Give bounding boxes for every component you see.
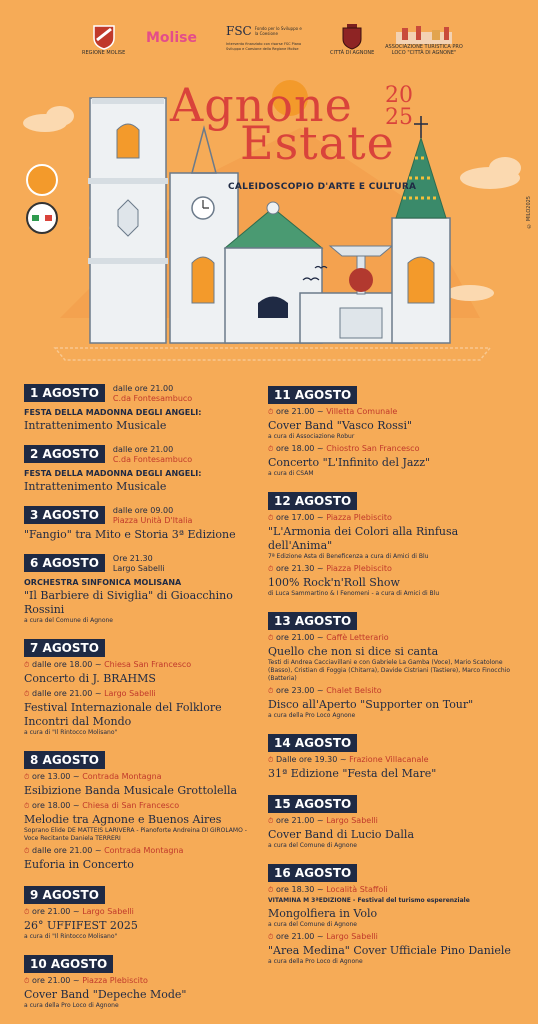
date-badge: 13 AGOSTO bbox=[268, 612, 357, 630]
date-badge: 12 AGOSTO bbox=[268, 492, 357, 510]
badge-icon bbox=[26, 164, 58, 196]
clock-icon: ⏱ bbox=[268, 445, 274, 453]
event-day bbox=[268, 862, 520, 966]
event-note: a cura della Pro Loco di Agnone bbox=[24, 1002, 119, 1009]
event-title: "Area Medina" Cover Ufficiale Pino Daniele bbox=[268, 944, 511, 957]
event-note: a cura del Comune di Agnone bbox=[268, 921, 357, 928]
date-badge: 2 AGOSTO bbox=[24, 445, 105, 463]
event-title: Concerto "L'Infinito del Jazz" bbox=[268, 456, 431, 469]
event-title: Intrattenimento Musicale bbox=[24, 419, 167, 432]
event-title: Melodie tra Agnone e Buenos Aires bbox=[24, 813, 222, 826]
molise-logo bbox=[146, 30, 197, 46]
title-estate: Estate bbox=[240, 116, 395, 170]
event-note: a cura del Comune di Agnone bbox=[24, 617, 113, 624]
event-place: Largo Sabelli bbox=[112, 564, 165, 573]
event-place: Largo Sabelli bbox=[82, 907, 134, 916]
event-label: FESTA DELLA MADONNA DEGLI ANGELI: bbox=[24, 408, 202, 417]
clock-icon: ⏱ bbox=[268, 514, 274, 522]
event-day bbox=[24, 953, 254, 1010]
event-day bbox=[24, 637, 254, 737]
event-title: 31ª Edizione "Festa del Mare" bbox=[268, 767, 437, 780]
event-place: Chiesa di San Francesco bbox=[82, 801, 180, 810]
event-time: ore 21.00 bbox=[276, 633, 315, 642]
italy-badge-icon bbox=[26, 202, 58, 234]
regione-molise-logo bbox=[82, 24, 125, 56]
clock-icon: ⏱ bbox=[24, 847, 30, 855]
event-title: Mongolfiera in Volo bbox=[268, 907, 378, 920]
clock-icon: ⏱ bbox=[268, 933, 274, 941]
event-time: ore 21.00 bbox=[276, 407, 315, 416]
date-badge: 8 AGOSTO bbox=[24, 751, 105, 769]
event-day bbox=[24, 384, 254, 433]
event-title: Intrattenimento Musicale bbox=[24, 480, 167, 493]
event-note: Testi di Andrea Cacciavillani e con Gabriele La Gamba (Voce), Mario Scatolone (Basso), Cristian di Foggia (Chitarra), Davide Cistriani (Tastiere), Marco Finocchio (Batteria) bbox=[268, 659, 511, 682]
event-title: Euforia in Concerto bbox=[24, 858, 134, 871]
event-day bbox=[24, 554, 254, 625]
date-badge: 15 AGOSTO bbox=[268, 795, 357, 813]
event-note: a cura di CSAM bbox=[268, 470, 314, 477]
event-note: di Luca Sammartino & I Fenomeni - a cura di Amici di Blu bbox=[268, 590, 440, 597]
event-place: Villetta Comunale bbox=[326, 407, 398, 416]
event-place: Contrada Montagna bbox=[104, 846, 184, 855]
event-title: "Il Barbiere di Siviglia" di Gioacchino Rossini bbox=[24, 589, 233, 616]
clock-icon: ⏱ bbox=[24, 977, 30, 985]
citta-agnone-logo bbox=[330, 24, 374, 56]
event-place: Contrada Montagna bbox=[82, 772, 162, 781]
event-title: Cover Band "Vasco Rossi" bbox=[268, 419, 413, 432]
event-time: Dalle ore 19.30 bbox=[276, 755, 338, 764]
regione-shield-icon bbox=[92, 24, 116, 50]
event-note: 7ª Edizione Asta di Beneficenza a cura di Amici di Blu bbox=[268, 553, 429, 560]
molise-label: Molise bbox=[146, 30, 197, 46]
event-time-line: ⏱ ore 21.00 ~ Largo Sabelli bbox=[268, 816, 378, 825]
date-badge: 7 AGOSTO bbox=[24, 639, 105, 657]
year-bottom: 25 bbox=[385, 105, 413, 130]
event-time-line: ⏱ ore 23.00 ~ Chalet Belsito bbox=[268, 686, 382, 695]
event-time-line: ⏱ ore 18.00 ~ Chiostro San Francesco bbox=[268, 444, 420, 453]
year-top: 20 bbox=[385, 83, 413, 108]
event-day bbox=[268, 384, 520, 478]
event-place: Frazione Villacanale bbox=[349, 755, 429, 764]
date-badge: 11 AGOSTO bbox=[268, 386, 357, 404]
event-time-line: ⏱ Dalle ore 19.30 ~ Frazione Villacanale bbox=[268, 755, 429, 764]
event-time: ore 21.00 bbox=[276, 816, 315, 825]
event-day bbox=[24, 884, 254, 941]
event-time: ore 21.00 bbox=[276, 932, 315, 941]
event-place: Chiesa San Francesco bbox=[104, 660, 192, 669]
event-time-line: ⏱ ore 21.00 ~ Largo Sabelli bbox=[24, 907, 134, 916]
event-day bbox=[24, 506, 254, 542]
proloco-logo bbox=[384, 24, 464, 56]
event-place: Piazza Plebiscito bbox=[326, 513, 392, 522]
event-time: ore 21.30 bbox=[276, 564, 315, 573]
event-note: a cura di "Il Rintocco Molisano" bbox=[24, 933, 118, 940]
event-note: a cura della Pro Loco di Agnone bbox=[268, 958, 363, 965]
clock-icon: ⏱ bbox=[268, 886, 274, 894]
event-note: a cura di "Il Rintocco Molisano" bbox=[24, 729, 118, 736]
event-place: Piazza Unità D'Italia bbox=[112, 516, 193, 525]
event-place: C.da Fontesambuco bbox=[112, 455, 193, 464]
event-time-line: ⏱ ore 17.00 ~ Piazza Plebiscito bbox=[268, 513, 392, 522]
event-title: Cover Band "Depeche Mode" bbox=[24, 988, 187, 1001]
event-place: Largo Sabelli bbox=[326, 932, 378, 941]
program-right bbox=[268, 384, 520, 978]
subtitle: CALEIDOSCOPIO D'ARTE E CULTURA bbox=[228, 182, 417, 192]
event-place: Largo Sabelli bbox=[326, 816, 378, 825]
event-place: C.da Fontesambuco bbox=[112, 394, 193, 403]
agnone-crest-icon bbox=[342, 24, 362, 50]
clock-icon: ⏱ bbox=[268, 817, 274, 825]
event-time-line: ⏱ ore 21.00 ~ Caffè Letterario bbox=[268, 633, 389, 642]
date-badge: 9 AGOSTO bbox=[24, 886, 105, 904]
clock-icon: ⏱ bbox=[24, 773, 30, 781]
event-label: VITAMINA M 3ªEDIZIONE - Festival del turismo esperenziale bbox=[268, 897, 470, 904]
event-title: Festival Internazionale del Folklore Incontri dal Mondo bbox=[24, 701, 222, 728]
citta-label: CITTÀ DI AGNONE bbox=[330, 50, 375, 56]
event-time-line: ⏱ ore 13.00 ~ Contrada Montagna bbox=[24, 772, 162, 781]
fsc-label: FSC bbox=[226, 24, 252, 38]
event-time: ore 18.00 bbox=[32, 801, 71, 810]
event-title: Quello che non si dice si canta bbox=[268, 645, 439, 658]
date-badge: 16 AGOSTO bbox=[268, 864, 357, 882]
event-place: Largo Sabelli bbox=[104, 689, 156, 698]
regione-label: REGIONE MOLISE bbox=[82, 50, 126, 56]
clock-icon: ⏱ bbox=[268, 408, 274, 416]
event-day bbox=[24, 445, 254, 494]
year-label bbox=[385, 85, 413, 129]
event-time: dalle ore 18.00 bbox=[32, 660, 93, 669]
event-day bbox=[24, 749, 254, 872]
event-time: dalle ore 21.00 bbox=[32, 689, 93, 698]
clock-icon: ⏱ bbox=[24, 690, 30, 698]
event-time-line: ⏱ ore 21.00 ~ Villetta Comunale bbox=[268, 407, 398, 416]
event-note: a cura di Associazione Robur bbox=[268, 433, 355, 440]
event-time: ore 18.00 bbox=[276, 444, 315, 453]
credit: © MILO2025 bbox=[526, 196, 532, 229]
event-time: dalle ore 09.00 bbox=[112, 506, 174, 515]
clock-icon: ⏱ bbox=[24, 802, 30, 810]
event-time: ore 21.00 bbox=[32, 976, 71, 985]
flag-icon bbox=[28, 204, 56, 232]
event-label: ORCHESTRA SINFONICA MOLISANA bbox=[24, 578, 182, 587]
sponsor-logos bbox=[0, 24, 538, 74]
event-time: dalle ore 21.00 bbox=[32, 846, 93, 855]
event-time: dalle ore 21.00 bbox=[112, 384, 174, 393]
event-day bbox=[268, 490, 520, 598]
event-time-line: ⏱ ore 21.00 ~ Largo Sabelli bbox=[268, 932, 378, 941]
event-time-line: ⏱ dalle ore 21.00 ~ Contrada Montagna bbox=[24, 846, 184, 855]
event-day bbox=[268, 610, 520, 720]
event-place: Caffè Letterario bbox=[326, 633, 389, 642]
clock-icon: ⏱ bbox=[268, 634, 274, 642]
event-time: ore 13.00 bbox=[32, 772, 71, 781]
fsc-note: Intervento finanziato con risorse FSC Piano Sviluppo e Coesione della Regione Molise bbox=[226, 42, 302, 51]
event-time: ore 18.30 bbox=[276, 885, 315, 894]
event-title: Disco all'Aperto "Supporter on Tour" bbox=[268, 698, 474, 711]
clock-icon: ⏱ bbox=[268, 756, 274, 764]
event-note: a cura della Pro Loco Agnone bbox=[268, 712, 356, 719]
date-badge: 1 AGOSTO bbox=[24, 384, 105, 402]
clock-icon: ⏱ bbox=[24, 661, 30, 669]
event-title: 100% Rock'n'Roll Show bbox=[268, 576, 400, 589]
event-time: ore 17.00 bbox=[276, 513, 315, 522]
event-time: Ore 21.30 bbox=[112, 554, 153, 563]
event-time: dalle ore 21.00 bbox=[112, 445, 174, 454]
event-time-line: ⏱ ore 21.30 ~ Piazza Plebiscito bbox=[268, 564, 392, 573]
event-place: Chalet Belsito bbox=[326, 686, 382, 695]
event-label: FESTA DELLA MADONNA DEGLI ANGELI: bbox=[24, 469, 202, 478]
date-badge: 3 AGOSTO bbox=[24, 506, 105, 524]
event-title: "L'Armonia dei Colori alla Rinfusa dell'Anima" bbox=[268, 525, 459, 552]
event-title: "Fangio" tra Mito e Storia 3ª Edizione bbox=[24, 528, 236, 541]
event-time-line: ⏱ dalle ore 21.00 ~ Largo Sabelli bbox=[24, 689, 156, 698]
event-place: Località Staffoli bbox=[326, 885, 388, 894]
event-title: Cover Band di Lucio Dalla bbox=[268, 828, 414, 841]
date-badge: 6 AGOSTO bbox=[24, 554, 105, 572]
event-time-line: ⏱ ore 18.00 ~ Chiesa di San Francesco bbox=[24, 801, 180, 810]
date-badge: 10 AGOSTO bbox=[24, 955, 113, 973]
event-day bbox=[268, 732, 520, 781]
event-time-line: ⏱ dalle ore 18.00 ~ Chiesa San Francesco bbox=[24, 660, 192, 669]
clock-icon: ⏱ bbox=[268, 565, 274, 573]
event-place: Piazza Plebiscito bbox=[326, 564, 392, 573]
proloco-label: ASSOCIAZIONE TURISTICA PRO LOCO "CITTÀ DI AGNONE" bbox=[385, 44, 463, 56]
event-title: Esibizione Banda Musicale Grottolella bbox=[24, 784, 238, 797]
proloco-skyline-icon bbox=[394, 24, 454, 44]
date-badge: 14 AGOSTO bbox=[268, 734, 357, 752]
event-place: Chiostro San Francesco bbox=[326, 444, 420, 453]
event-note: a cura del Comune di Agnone bbox=[268, 842, 357, 849]
fsc-logo bbox=[226, 24, 306, 51]
clock-icon: ⏱ bbox=[24, 908, 30, 916]
fsc-caption: Fondo per lo Sviluppo e la Coesione bbox=[254, 26, 302, 36]
title-agnone: Agnone bbox=[170, 78, 353, 132]
event-day bbox=[268, 793, 520, 850]
event-title: Concerto di J. BRAHMS bbox=[24, 672, 156, 685]
clock-icon: ⏱ bbox=[268, 687, 274, 695]
event-note: Soprano Elide DE MATTEIS LARIVERA - Pianoforte Andreina DI GIROLAMO - Voce Recitante Daniela TERRERI bbox=[24, 827, 247, 842]
event-time-line: ⏱ ore 21.00 ~ Piazza Plebiscito bbox=[24, 976, 148, 985]
event-title: 26° UFFIFEST 2025 bbox=[24, 919, 138, 932]
event-place: Piazza Plebiscito bbox=[82, 976, 148, 985]
program-left bbox=[24, 384, 254, 1022]
event-time: ore 21.00 bbox=[32, 907, 71, 916]
event-time-line: ⏱ ore 18.30 ~ Località Staffoli bbox=[268, 885, 388, 894]
event-time: ore 23.00 bbox=[276, 686, 315, 695]
